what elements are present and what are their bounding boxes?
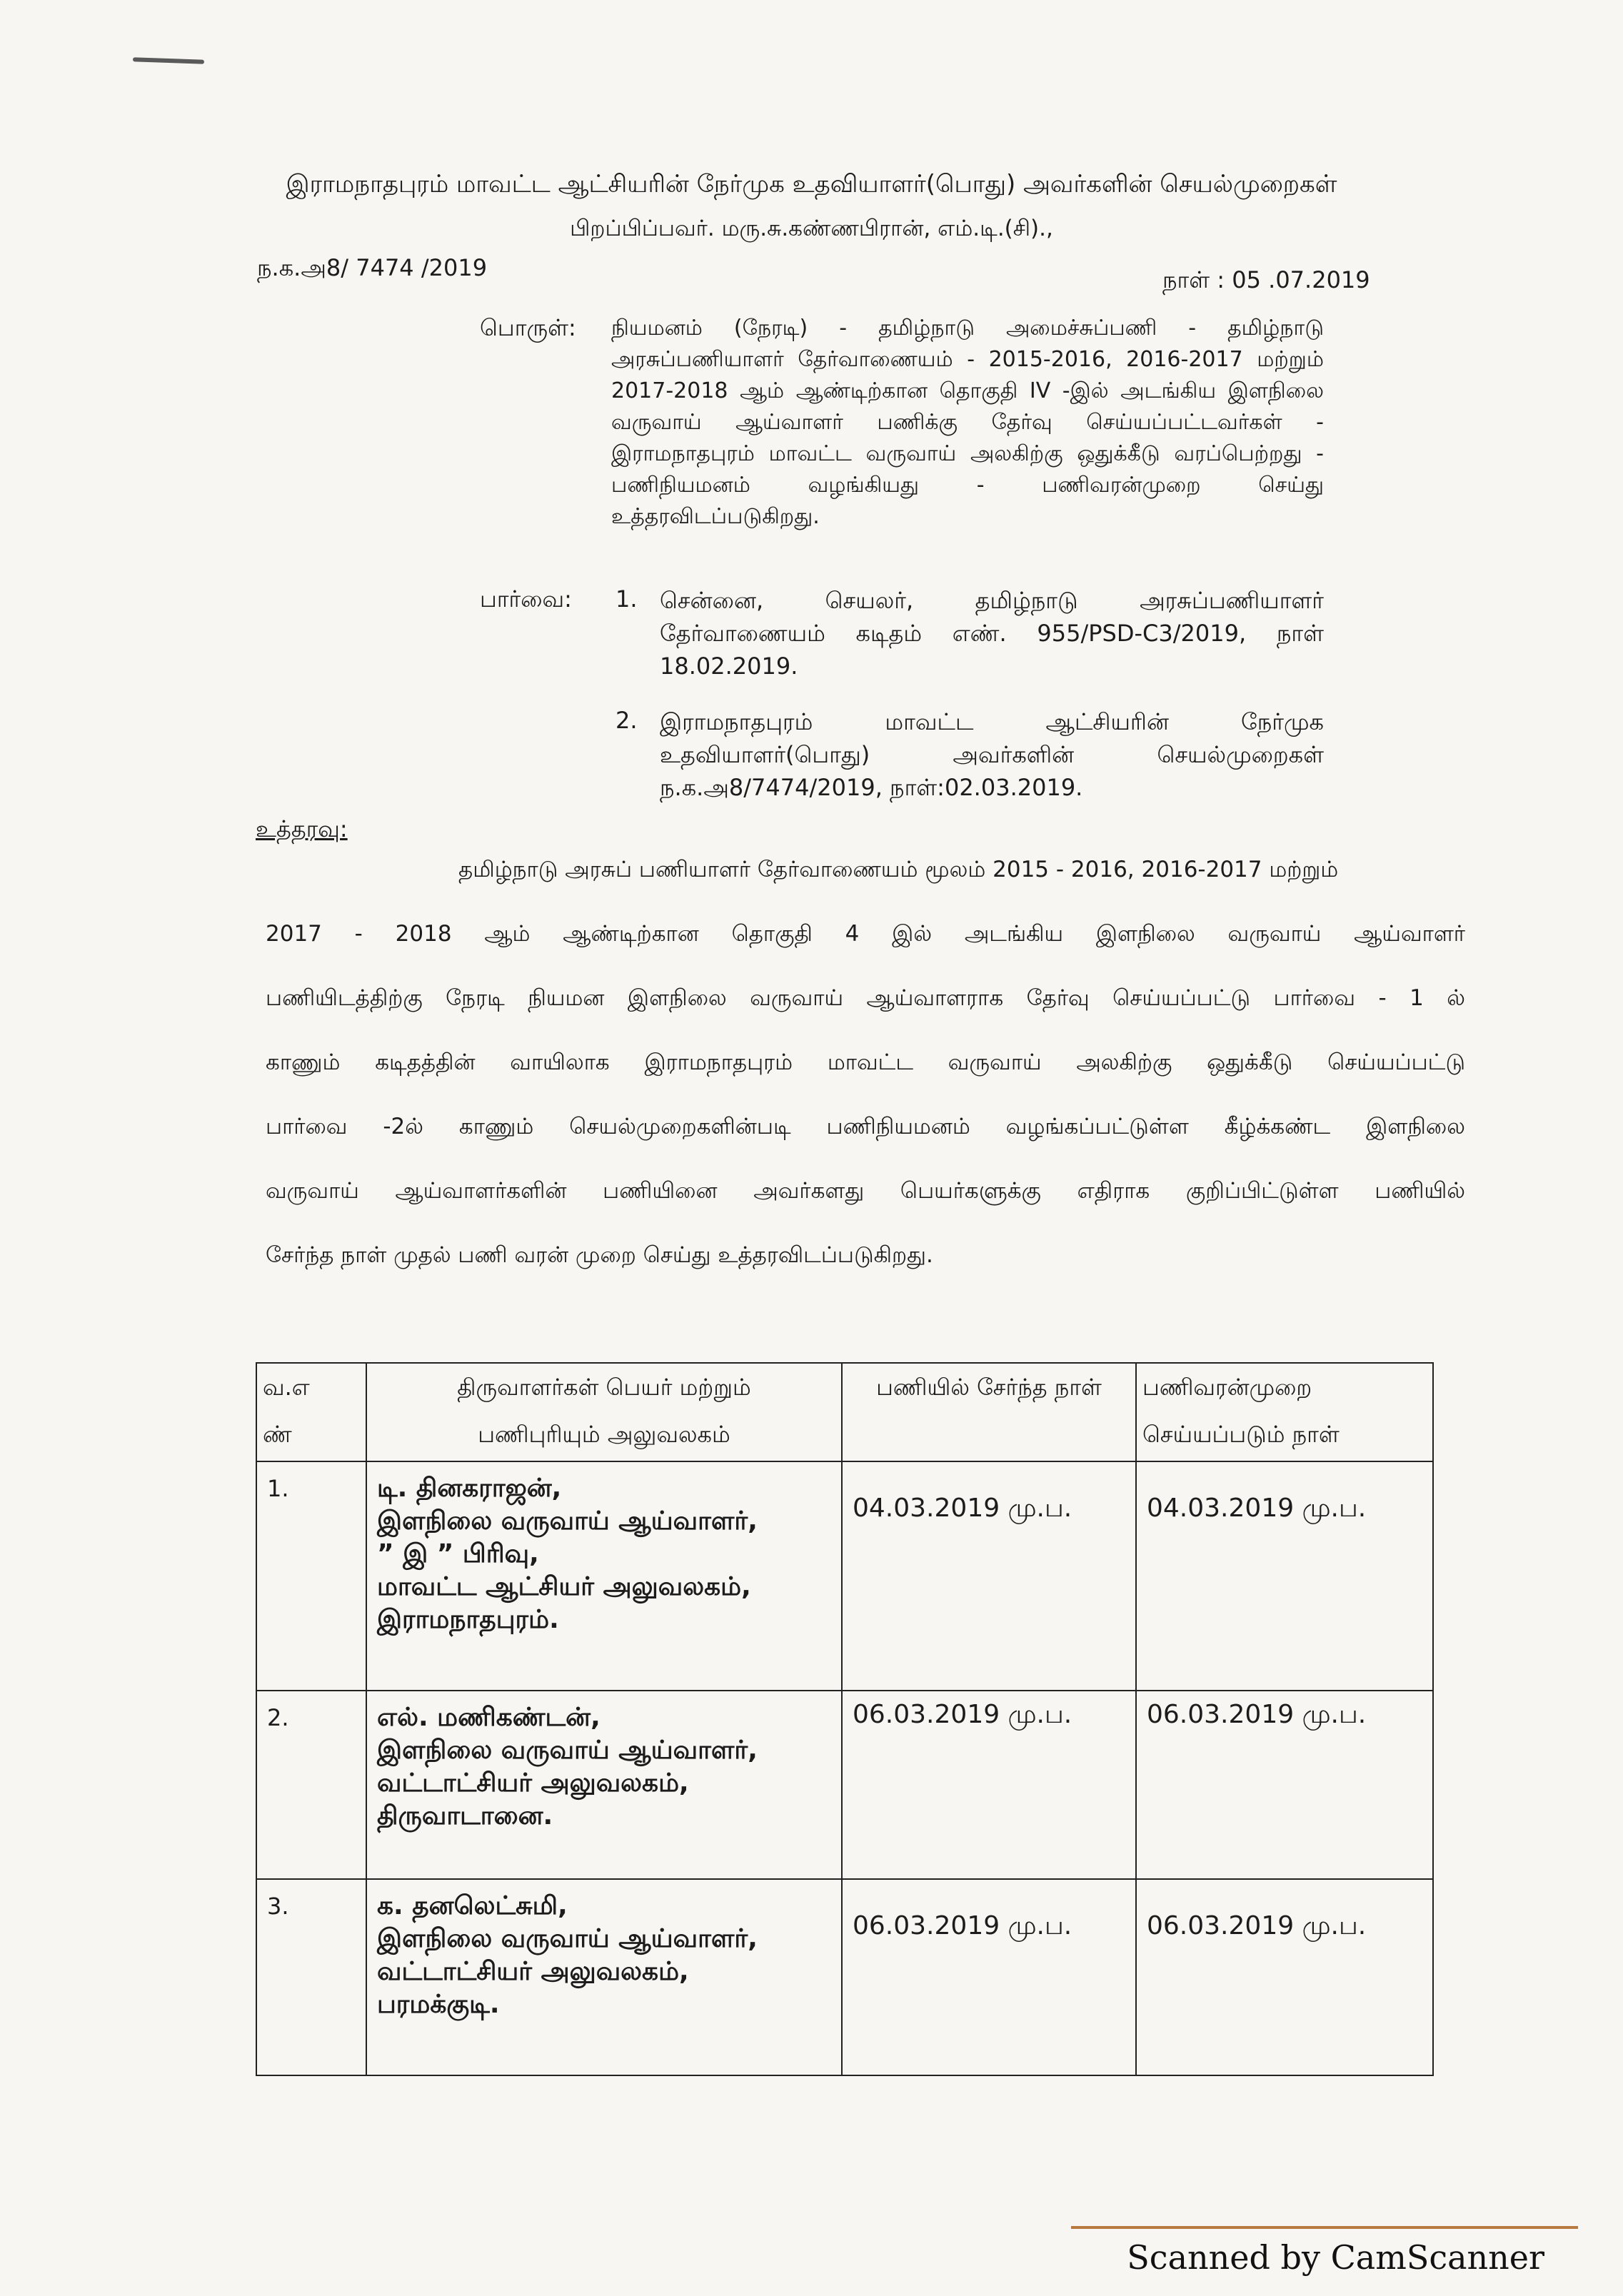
row-serial-number: 3.: [256, 1879, 366, 2075]
reference-number: ந.க.அ8/ 7474 /2019: [257, 254, 488, 281]
order-text-line: பணியிடத்திற்கு நேரடி நியமன இளநிலை வருவாய் ஆய்வாளராக தேர்வு செய்யப்பட்டு பார்வை - 1 ல்: [266, 985, 1465, 1011]
camscanner-watermark: Scanned by CamScanner: [1127, 2238, 1544, 2277]
order-text-line: 2017 - 2018 ஆம் ஆண்டிற்கான தொகுதி 4 இல் அடங்கிய இளநிலை வருவாய் ஆய்வாளர்: [266, 921, 1465, 947]
order-text-line: பார்வை -2ல் காணும் செயல்முறைகளின்படி பணிநியமனம் வழங்கப்பட்டுள்ள கீழ்க்கண்ட இளநிலை: [266, 1114, 1465, 1139]
reference-item-text: இராமநாதபுரம் மாவட்ட ஆட்சியரின் நேர்முக உதவியாளர்(பொது) அவர்களின் செயல்முறைகள் ந.க.அ8/7474/2019, நாள்:02.03.2019.: [660, 708, 1324, 801]
issuer-line: பிறப்பிப்பவர். மரு.சு.கண்ணபிரான், எம்.டி.(சி).,: [570, 216, 1053, 241]
document-date: நாள் : 05 .07.2019: [1162, 266, 1370, 293]
employee-name-office: எல். மணிகண்டன், இளநிலை வருவாய் ஆய்வாளர், வட்டாட்சியர் அலுவலகம், திருவாடானை.: [366, 1691, 842, 1879]
office-title: இராமநாதபுரம் மாவட்ட ஆட்சியரின் நேர்முக உதவியாளர்(பொது) அவர்களின் செயல்முறைகள்: [286, 170, 1337, 198]
reference-item-number: 2.: [615, 707, 638, 734]
row-serial-number: 1.: [256, 1461, 366, 1691]
header-joining-date: பணியில் சேர்ந்த நாள்: [842, 1363, 1136, 1461]
order-text-line: தமிழ்நாடு அரசுப் பணியாளர் தேர்வாணையம் மூலம் 2015 - 2016, 2016-2017 மற்றும்: [458, 857, 1339, 882]
row-serial-number: 2.: [256, 1691, 366, 1879]
regularisation-date: 06.03.2019 மு.ப.: [1136, 1691, 1433, 1879]
table-header-row: [256, 1363, 1433, 1461]
employee-name-office: க. தனலெட்சுமி, இளநிலை வருவாய் ஆய்வாளர், வட்டாட்சியர் அலுவலகம், பரமக்குடி.: [366, 1879, 842, 2075]
table-row: [256, 1691, 1433, 1879]
table-row: [256, 1879, 1433, 2075]
appointment-table: [256, 1362, 1434, 2076]
header-serial-number: வ.எ ண்: [256, 1363, 366, 1461]
joining-date: 06.03.2019 மு.ப.: [842, 1691, 1136, 1879]
reference-item-text: சென்னை, செயலர், தமிழ்நாடு அரசுப்பணியாளர் தேர்வாணையம் கடிதம் எண். 955/PSD-C3/2019, நாள் 18.02.2019.: [660, 587, 1324, 680]
subject-label: பொருள்:: [480, 314, 576, 341]
references-label: பார்வை:: [480, 585, 572, 613]
reference-item-number: 1.: [615, 585, 638, 613]
scan-artifact-mark: [133, 57, 204, 64]
order-text-line: சேர்ந்த நாள் முதல் பணி வரன் முறை செய்து உத்தரவிடப்படுகிறது.: [266, 1242, 933, 1268]
joining-date: 04.03.2019 மு.ப.: [842, 1461, 1136, 1691]
order-text-line: காணும் கடிதத்தின் வாயிலாக இராமநாதபுரம் மாவட்ட வருவாய் அலகிற்கு ஒதுக்கீடு செய்யப்பட்டு: [266, 1049, 1465, 1075]
table-row: [256, 1461, 1433, 1691]
employee-name-office: டி. தினகராஜன், இளநிலை வருவாய் ஆய்வாளர், ” இ ” பிரிவு, மாவட்ட ஆட்சியர் அலுவலகம், இராமநாதபுரம்.: [366, 1461, 842, 1691]
joining-date: 06.03.2019 மு.ப.: [842, 1879, 1136, 2075]
regularisation-date: 06.03.2019 மு.ப.: [1136, 1879, 1433, 2075]
header-name-office: திருவாளர்கள் பெயர் மற்றும் பணிபுரியும் அலுவலகம்: [366, 1363, 842, 1461]
scan-edge-strip: [1071, 2226, 1578, 2229]
regularisation-date: 04.03.2019 மு.ப.: [1136, 1461, 1433, 1691]
subject-text: நியமனம் (நேரடி) - தமிழ்நாடு அமைச்சுப்பணி - தமிழ்நாடு அரசுப்பணியாளர் தேர்வாணையம் - 2015-2016, 2016-2017 மற்றும் 2017-2018 ஆம் ஆண்டிற்கான தொகுதி IV -இல் அடங்கிய இளநிலை வருவாய் ஆய்வாளர் பணிக்கு தேர்வு செய்யப்பட்டவர்கள் - இராமநாதபுரம் மாவட்ட வருவாய் அலகிற்கு ஒதுக்கீடு வரப்பெற்றது - பணிநியமனம் வழங்கியது - பணிவரன்முறை செய்து உத்தரவிடப்படுகிறது.: [611, 316, 1324, 529]
order-text-line: வருவாய் ஆய்வாளர்களின் பணியினை அவர்களது பெயர்களுக்கு எதிராக குறிப்பிட்டுள்ள பணியில்: [266, 1178, 1465, 1204]
header-regularisation-date: பணிவரன்முறை செய்யப்படும் நாள்: [1136, 1363, 1433, 1461]
order-heading: உத்தரவு:: [256, 815, 348, 842]
